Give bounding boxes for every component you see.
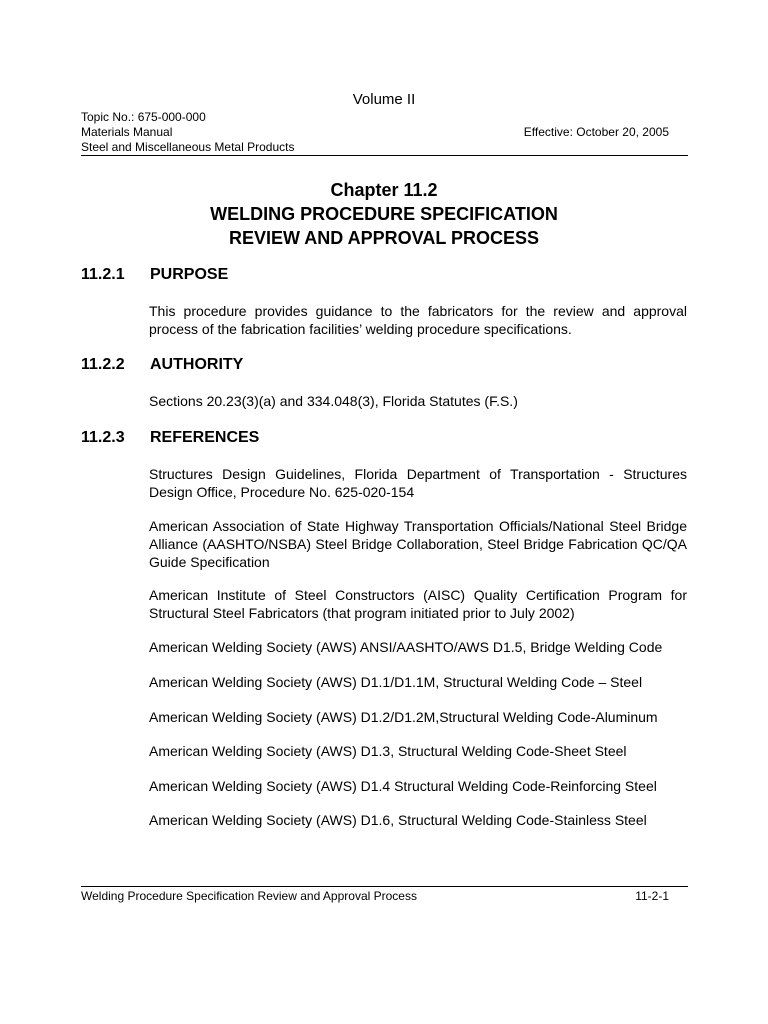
section-heading-references — [81, 429, 259, 447]
reference-item: American Welding Society (AWS) ANSI/AASHTO/AWS D1.5, Bridge Welding Code — [149, 639, 663, 655]
header-divider — [81, 155, 688, 156]
reference-item: American Welding Society (AWS) D1.3, Structural Welding Code-Sheet Steel — [149, 743, 627, 759]
reference-item: American Welding Society (AWS) D1.6, Structural Welding Code-Stainless Steel — [149, 812, 647, 828]
section-title: PURPOSE — [150, 266, 229, 283]
chapter-title-line2: REVIEW AND APPROVAL PROCESS — [228, 228, 540, 248]
volume-label: Volume II — [352, 91, 416, 108]
reference-item: American Institute of Steel Constructors (AISC) Quality Certification Program for Structural Steel Fabricators (that program initiated prior to July 2002) — [149, 587, 687, 621]
chapter-number: Chapter 11.2 — [330, 180, 438, 200]
purpose-text: This procedure provides guidance to the fabricators for the review and approval process of the fabrication facilities’ welding procedure specifications. — [149, 303, 687, 337]
reference-item: American Welding Society (AWS) D1.1/D1.1M, Structural Welding Code – Steel — [149, 674, 643, 690]
effective-date: Effective: October 20, 2005 — [523, 125, 669, 139]
section-number: 11.2.1 — [81, 266, 125, 283]
manual-subject: Steel and Miscellaneous Metal Products — [81, 140, 295, 154]
chapter-title-line1: WELDING PROCEDURE SPECIFICATION — [210, 204, 558, 224]
page-number: 11-2-1 — [635, 889, 669, 903]
section-number: 11.2.2 — [81, 356, 125, 373]
section-title: REFERENCES — [150, 429, 260, 446]
topic-number: Topic No.: 675-000-000 — [81, 110, 206, 124]
authority-text: Sections 20.23(3)(a) and 334.048(3), Florida Statutes (F.S.) — [149, 393, 518, 409]
section-title: AUTHORITY — [150, 356, 244, 373]
manual-name: Materials Manual — [81, 125, 173, 139]
reference-item: American Welding Society (AWS) D1.4 Structural Welding Code-Reinforcing Steel — [149, 778, 657, 794]
section-number: 11.2.3 — [81, 429, 125, 446]
reference-item: American Welding Society (AWS) D1.2/D1.2M,Structural Welding Code-Aluminum — [149, 709, 658, 725]
section-heading-purpose — [81, 266, 228, 284]
reference-item: American Association of State Highway Transportation Officials/National Steel Bridge Alliance (AASHTO/NSBA) Steel Bridge Collaboration, Steel Bridge Fabrication QC/QA Guide Specification — [149, 518, 687, 570]
footer-title: Welding Procedure Specification Review and Approval Process — [81, 889, 417, 903]
reference-item: Structures Design Guidelines, Florida Department of Transportation - Structures Design Office, Procedure No. 625-020-154 — [149, 466, 687, 500]
footer-divider — [81, 886, 688, 887]
section-heading-authority — [81, 356, 243, 374]
